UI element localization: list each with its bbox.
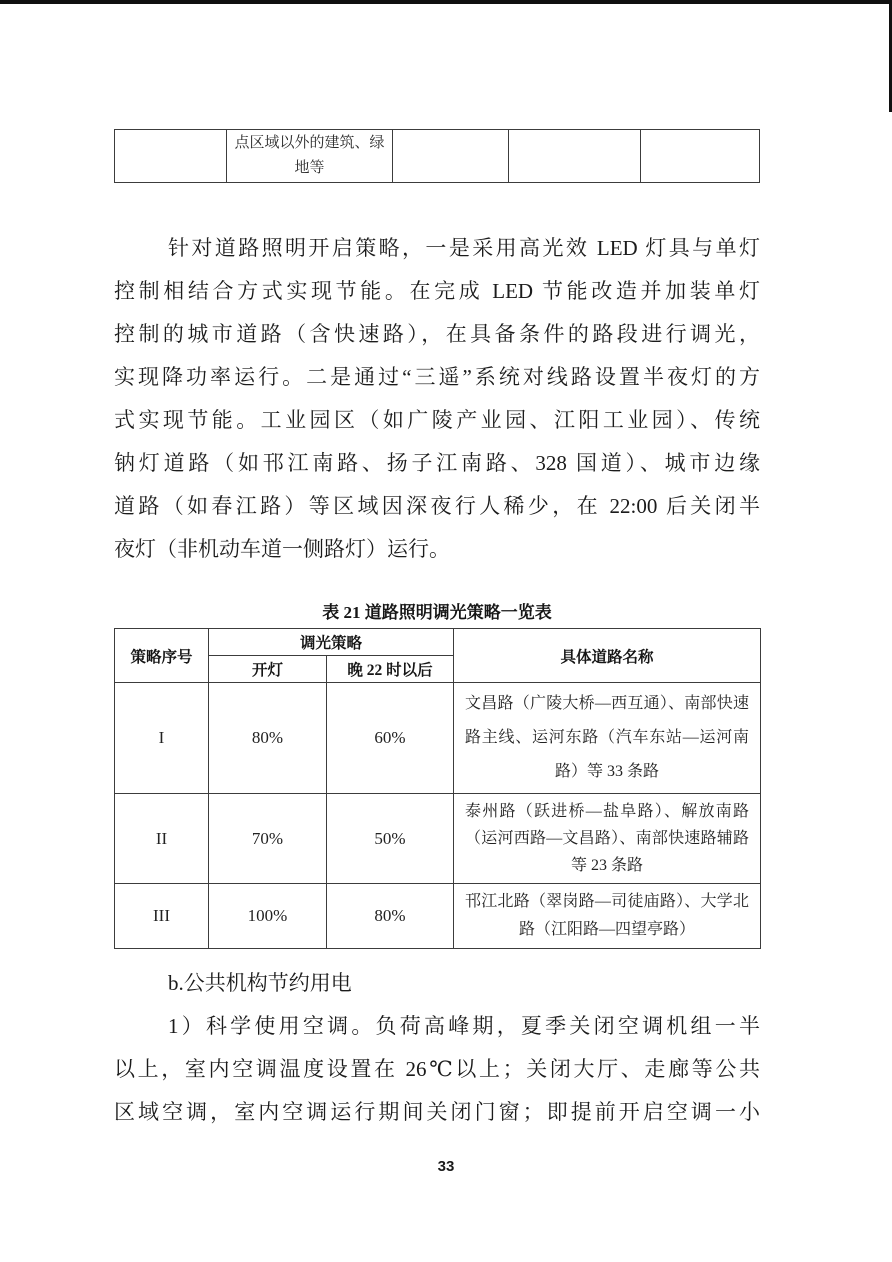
continued-table xyxy=(114,129,760,183)
strategy-id-cell: II xyxy=(115,794,209,884)
table21-title: 表 21 道路照明调光策略一览表 xyxy=(322,603,552,622)
continued-table-cell-3 xyxy=(393,130,509,182)
continued-table-cell-2: 点区域以外的建筑、绿地等 xyxy=(227,130,393,182)
paragraph-line: 道路（如春江路）等区域因深夜行人稀少，在 22:00 后关闭半 xyxy=(114,494,760,518)
paragraph-line: 夜灯（非机动车道一侧路灯）运行。 xyxy=(114,537,450,561)
paragraph-line: 1）科学使用空调。负荷高峰期，夏季关闭空调机组一半 xyxy=(168,1014,760,1038)
strategy-id-cell: III xyxy=(115,884,209,949)
continued-table-cell-5 xyxy=(641,130,759,182)
road-names-cell: 文昌路（广陵大桥—西互通）、南部快速路主线、运河东路（汽车东站—运河南路）等 33 条路 xyxy=(454,683,761,794)
table21-header-strategy-no: 策略序号 xyxy=(115,629,209,683)
page-number: 33 xyxy=(437,1158,455,1175)
table21-header-lights-on: 开灯 xyxy=(209,656,327,683)
table21-header-dimming-strategy: 调光策略 xyxy=(209,629,454,656)
after-22-cell: 60% xyxy=(327,683,454,794)
table-row xyxy=(115,884,761,949)
table21-header-road-names: 具体道路名称 xyxy=(454,629,761,683)
paragraph-line: 区域空调，室内空调运行期间关闭门窗；即提前开启空调一小 xyxy=(114,1100,760,1124)
after-22-cell: 50% xyxy=(327,794,454,884)
scan-edge-top xyxy=(0,0,892,4)
paragraph-line: 针对道路照明开启策略，一是采用高光效 LED 灯具与单灯 xyxy=(168,236,760,260)
paragraph-line: 式实现节能。工业园区（如广陵产业园、江阳工业园）、传统 xyxy=(114,408,760,432)
table-row xyxy=(115,794,761,884)
lights-on-cell: 80% xyxy=(209,683,327,794)
table21-header-after-22: 晚 22 时以后 xyxy=(327,656,454,683)
continued-table-cell-1 xyxy=(115,130,227,182)
body-paragraph xyxy=(114,227,760,571)
table-row xyxy=(115,683,761,794)
paragraph-line: 实现降功率运行。二是通过“三遥”系统对线路设置半夜灯的方 xyxy=(114,365,760,389)
paragraph-line: 控制的城市道路（含快速路），在具备条件的路段进行调光， xyxy=(114,322,760,346)
section-b xyxy=(114,962,760,1134)
section-b-heading: b.公共机构节约用电 xyxy=(168,971,352,995)
paragraph-line: 钠灯道路（如邗江南路、扬子江南路、328 国道）、城市边缘 xyxy=(114,451,760,475)
table21 xyxy=(114,628,761,949)
after-22-cell: 80% xyxy=(327,884,454,949)
road-names-cell: 邗江北路（翠岗路—司徒庙路）、大学北路（江阳路—四望亭路） xyxy=(454,884,761,949)
paragraph-line: 控制相结合方式实现节能。在完成 LED 节能改造并加装单灯 xyxy=(114,279,760,303)
lights-on-cell: 100% xyxy=(209,884,327,949)
paragraph-line: 以上，室内空调温度设置在 26℃以上；关闭大厅、走廊等公共 xyxy=(114,1057,760,1081)
continued-table-cell-4 xyxy=(509,130,641,182)
strategy-id-cell: I xyxy=(115,683,209,794)
lights-on-cell: 70% xyxy=(209,794,327,884)
road-names-cell: 泰州路（跃进桥—盐阜路）、解放南路（运河西路—文昌路）、南部快速路辅路等 23 条路 xyxy=(454,794,761,884)
